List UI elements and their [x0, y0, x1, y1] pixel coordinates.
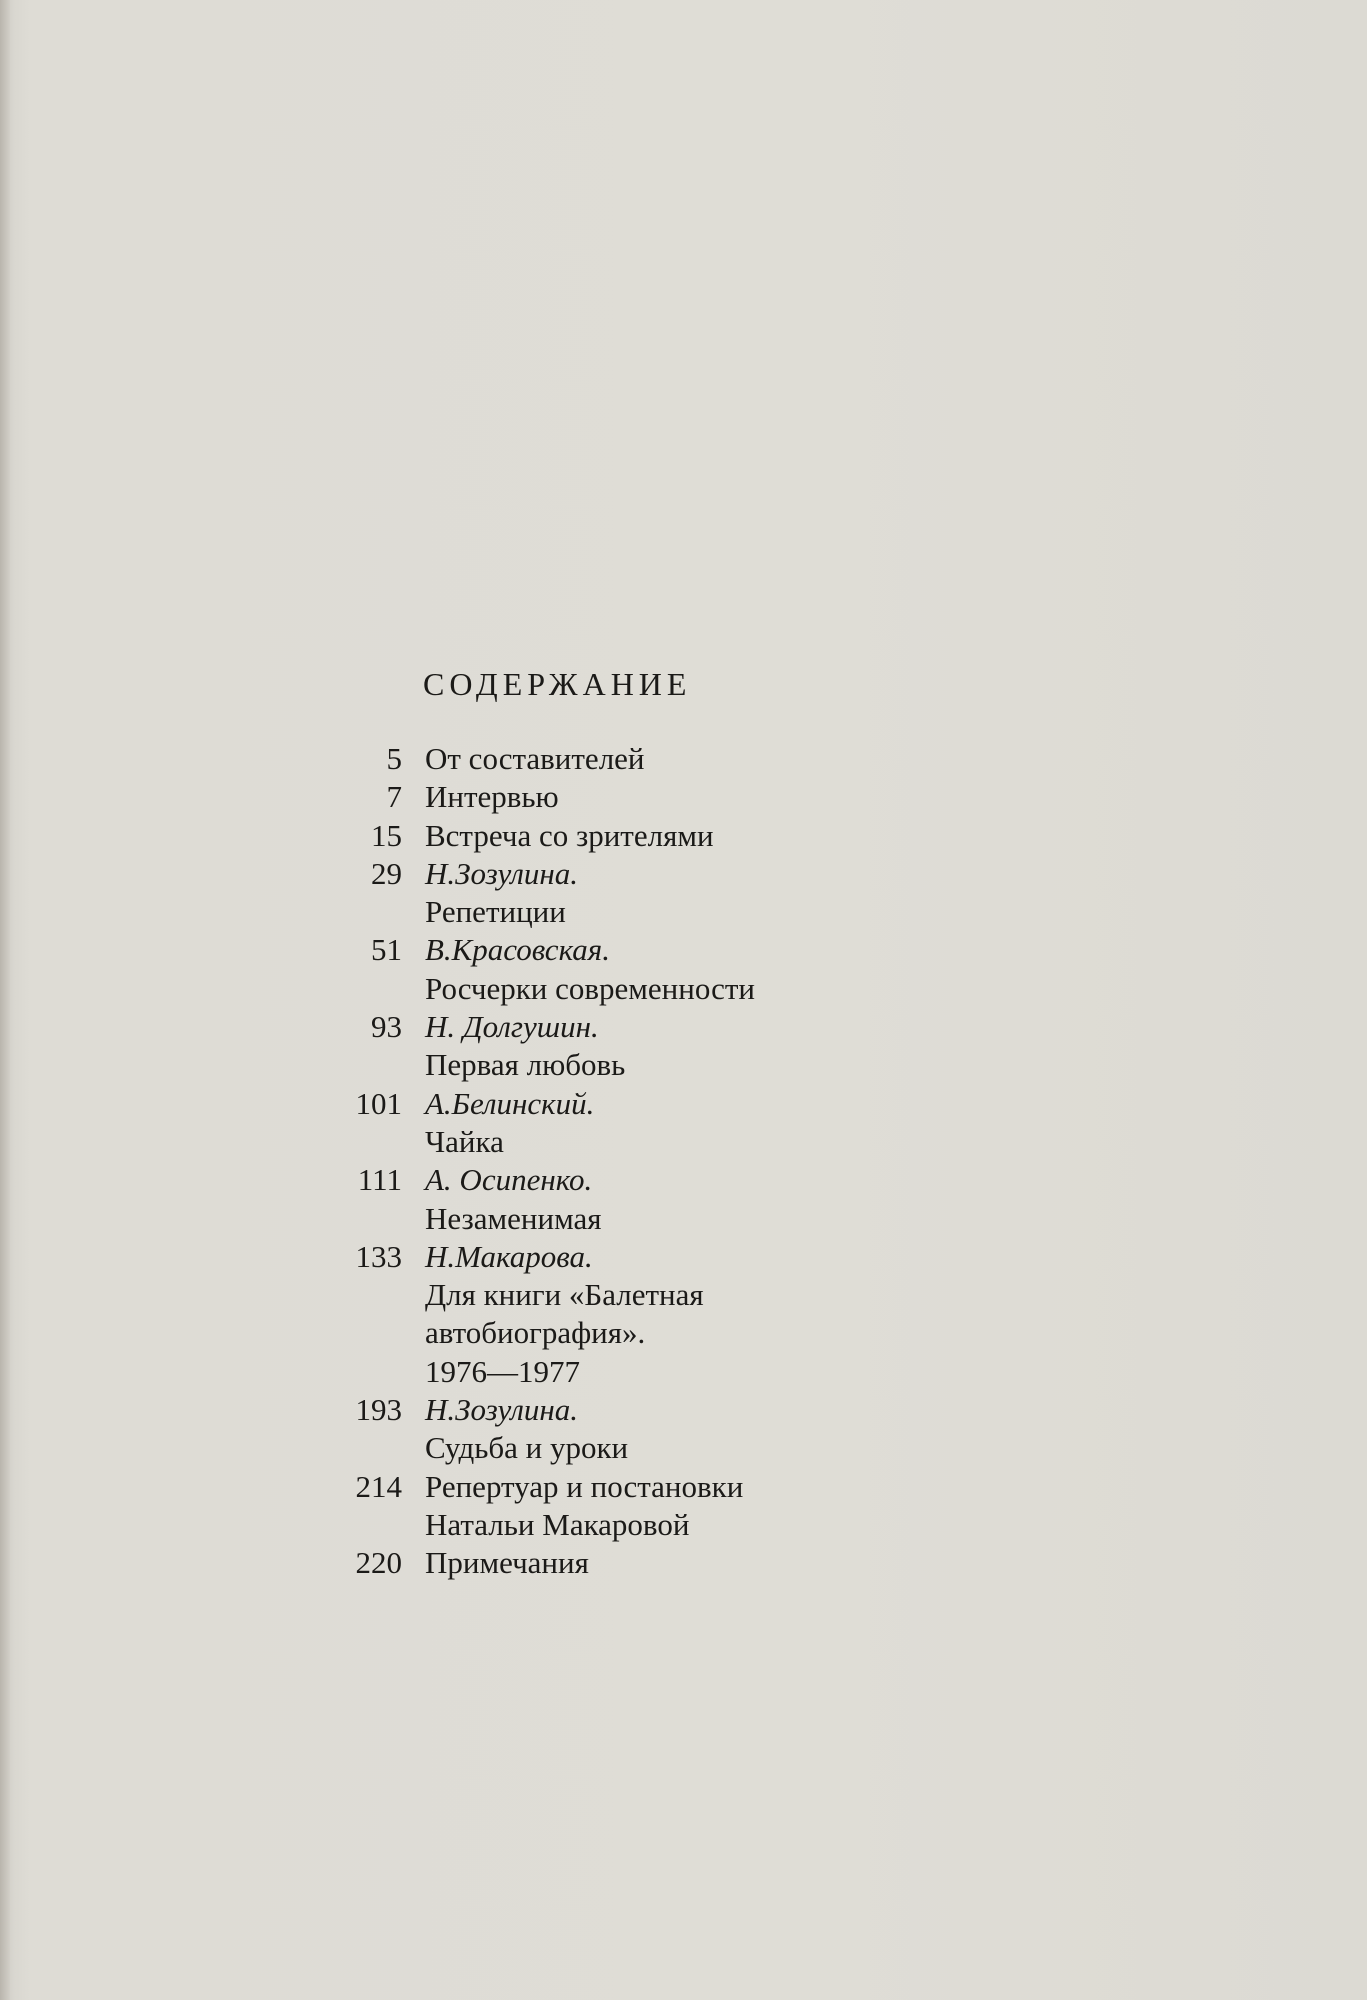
toc-entry	[0, 817, 1367, 855]
page-title: СОДЕРЖАНИЕ	[423, 666, 692, 702]
toc-entry	[0, 1468, 1367, 1545]
toc-page-number: 101	[355, 1085, 402, 1121]
toc-entry	[0, 931, 1367, 1008]
toc-entry-title: автобиография».	[425, 1315, 646, 1351]
toc-page-number: 93	[371, 1009, 402, 1045]
toc-entry-text	[425, 778, 1367, 816]
toc-page-number: 220	[355, 1545, 402, 1581]
toc-entry-author: Н. Долгушин.	[425, 1009, 599, 1045]
toc-entry	[0, 855, 1367, 932]
toc-entry-title: Судьба и уроки	[425, 1430, 629, 1466]
toc-entry	[0, 778, 1367, 816]
toc-entry-title: Встреча со зрителями	[425, 817, 714, 853]
toc-entry-author: В.Красовская.	[425, 932, 610, 968]
toc-entry-title: Репетиции	[425, 894, 566, 930]
toc-entry	[0, 1238, 1367, 1391]
toc-entry-title: Интервью	[425, 779, 559, 815]
toc-entry-title: 1976—1977	[425, 1353, 580, 1389]
toc-page-number: 133	[355, 1238, 402, 1274]
toc-page-number: 29	[371, 855, 402, 891]
toc-entry-title: Репертуар и постановки	[425, 1468, 744, 1504]
toc-page-number: 51	[371, 932, 402, 968]
toc-page-number: 15	[371, 817, 402, 853]
toc-entry-text	[425, 1008, 1367, 1085]
toc-entry-text	[425, 1161, 1367, 1238]
toc-page-number: 7	[386, 779, 402, 815]
toc-entry-title: Чайка	[425, 1123, 504, 1159]
toc-entry-title: Росчерки современности	[425, 970, 756, 1006]
toc-entry-text	[425, 1391, 1367, 1468]
toc-page-number: 5	[386, 741, 402, 776]
toc-entry-author: Н.Макарова.	[425, 1238, 593, 1274]
toc-entry-text	[425, 1238, 1367, 1391]
toc-entry	[0, 1161, 1367, 1238]
toc-entry	[0, 1544, 1367, 1582]
toc-entry-author: А. Осипенко.	[425, 1162, 593, 1198]
toc-entry-text	[425, 1544, 1367, 1582]
toc-entry	[0, 1008, 1367, 1085]
toc-entry	[0, 1391, 1367, 1468]
toc-entry-title: Натальи Макаровой	[425, 1506, 690, 1542]
toc-entry-author: Н.Зозулина.	[425, 1392, 579, 1428]
toc-entry-title: Примечания	[425, 1545, 589, 1581]
toc-entry-text	[425, 817, 1367, 855]
toc-entry-text	[425, 855, 1367, 932]
toc-entry-title: От составителей	[425, 741, 645, 776]
toc-entry-text	[425, 1468, 1367, 1545]
toc-page-number: 193	[355, 1392, 402, 1428]
toc-entry-text	[425, 931, 1367, 1008]
toc-page-number: 214	[355, 1468, 402, 1504]
toc-entry-text	[425, 1085, 1367, 1162]
toc-entry-title: Незаменимая	[425, 1200, 602, 1236]
toc-entry-title: Первая любовь	[425, 1047, 626, 1083]
toc-entry	[0, 740, 1367, 778]
toc-entry-title: Для книги «Балетная	[425, 1277, 704, 1313]
toc-entry	[0, 1085, 1367, 1162]
toc-entry-author: Н.Зозулина.	[425, 855, 579, 891]
toc-page-number: 111	[357, 1162, 402, 1198]
toc-entry-text	[425, 740, 1367, 778]
table-of-contents	[0, 740, 1367, 1583]
toc-entry-author: А.Белинский.	[425, 1085, 595, 1121]
